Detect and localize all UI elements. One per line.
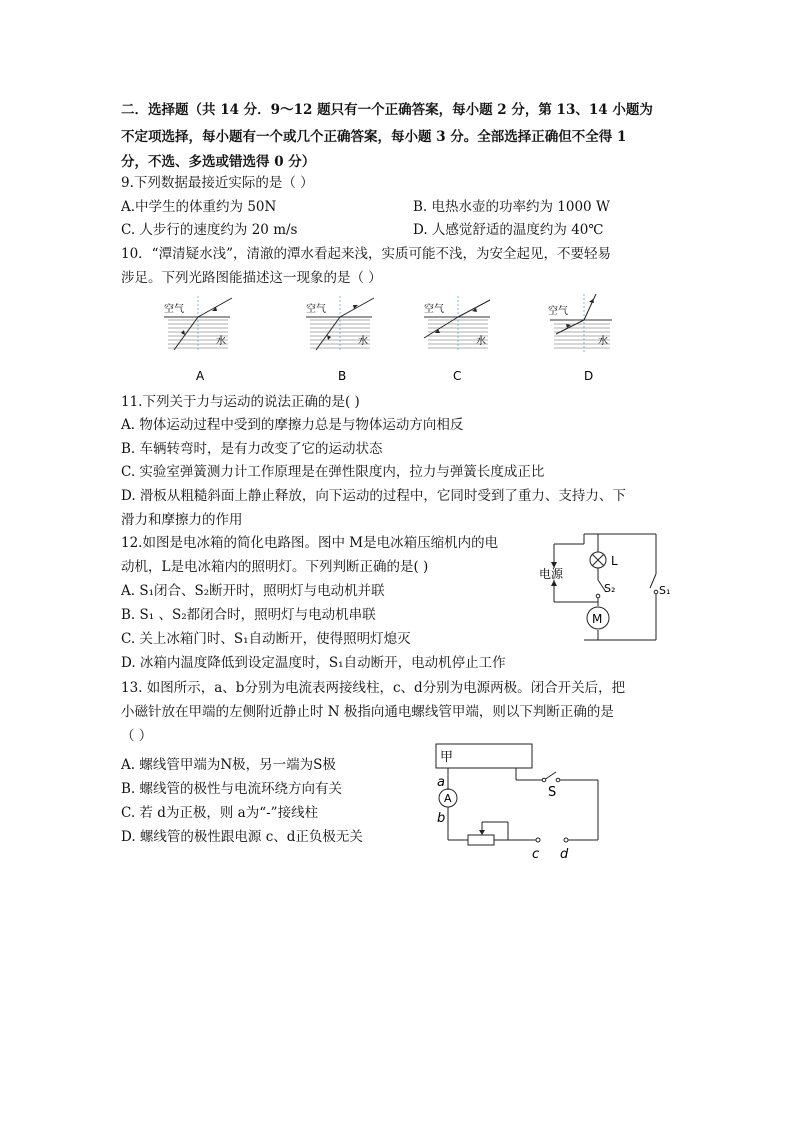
q11-option-c: C. 实验室弹簧测力计工作原理是在弹性限度内，拉力与弹簧长度成正比 (121, 464, 545, 480)
q10-water-label-b: 水 (358, 336, 368, 347)
q10-stem-line-1: 10．“潭清疑水浅”，清澈的潭水看起来浅，实质可能不浅，为安全起见，不要轻易 (121, 246, 611, 262)
q12-stem-line-1: 12.如图是电冰箱的简化电路图。图中 M是电冰箱压缩机内的电 (121, 535, 499, 551)
q9-stem: 9.下列数据最接近实际的是（ ） (121, 175, 314, 191)
q13-option-b: B. 螺线管的极性与电流环绕方向有关 (121, 781, 343, 797)
q10-water-label-d: 水 (598, 336, 608, 347)
q10-air-label-b: 空气 (306, 304, 326, 315)
q10-diagram-b (306, 296, 374, 383)
q13-stem-line-3: （ ） (121, 728, 153, 744)
q13-option-a: A. 螺线管甲端为N极，另一端为S极 (121, 757, 336, 773)
q10-light-path-diagrams (160, 290, 640, 382)
q11-option-a: A. 物体运动过程中受到的摩擦力总是与物体运动方向相反 (121, 417, 464, 433)
q13-stem-line-1: 13. 如图所示，a、b分别为电流表两接线柱，c、d分别为电源两极。闭合开关后，把 (121, 680, 626, 696)
q13-terminal-d: d (560, 847, 569, 862)
q10-air-label-c: 空气 (424, 304, 444, 315)
q12-s2-label: S₂ (604, 582, 616, 595)
q13-terminal-c: c (532, 847, 540, 862)
q10-diagram-c (424, 296, 490, 383)
q10-water-label-c: 水 (476, 336, 486, 347)
q12-option-c: C. 关上冰箱门时、S₁自动断开，使得照明灯熄灭 (121, 631, 411, 647)
q12-source-label: 电源 (539, 567, 564, 581)
section-header-line-3: 分，不选、多选或错选得 0 分） (121, 154, 316, 170)
q12-option-d: D. 冰箱内温度降低到设定温度时，S₁自动断开，电动机停止工作 (121, 655, 506, 671)
q12-motor-label: M (592, 612, 603, 626)
q10-option-label-c: C (453, 369, 462, 383)
section-header-line-1: 二．选择题（共 14 分．9～12 题只有一个正确答案，每小题 2 分，第 13、14 小题为 (121, 102, 653, 118)
q13-ammeter-label: A (444, 792, 452, 805)
q12-option-b: B. S₁ 、S₂都闭合时，照明灯与电动机串联 (121, 607, 376, 623)
q13-terminal-b: b (437, 811, 446, 826)
q10-diagram-d (548, 294, 612, 383)
q10-air-label-d: 空气 (548, 306, 568, 317)
q12-stem-line-2: 动机，L是电冰箱内的照明灯。下列判断正确的是( ) (121, 559, 429, 575)
q12-s1-label: S₁ (659, 584, 671, 597)
q10-option-label-d: D (584, 369, 594, 383)
q11-option-d-line-1: D. 滑板从粗糙斜面上静止释放，向下运动的过程中，它同时受到了重力、支持力、下 (121, 488, 626, 504)
q10-water-label-a: 水 (216, 336, 226, 347)
q13-stem-line-2: 小磁针放在甲端的左侧附近静止时 N 极指向通电螺线管甲端，则以下判断正确的是 (121, 704, 614, 720)
q11-stem: 11.下列关于力与运动的说法正确的是( ) (121, 394, 360, 410)
q13-switch-label: S (548, 785, 557, 800)
q11-option-b: B. 车辆转弯时，是有力改变了它的运动状态 (121, 441, 383, 457)
q13-option-c: C. 若 d为正极，则 a为“-”接线柱 (121, 805, 319, 821)
q13-jia-label: 甲 (440, 750, 454, 765)
q12-lamp-label: L (611, 554, 618, 568)
q9-option-b: B. 电热水壶的功率约为 1000 W (413, 199, 610, 215)
q9-option-d: D. 人感觉舒适的温度约为 40℃ (413, 222, 604, 238)
q11-option-d-line-2: 滑力和摩擦力的作用 (121, 512, 243, 528)
q10-diagram-a (164, 296, 232, 383)
q10-stem-line-2: 涉足。下列光路图能描述这一现象的是（ ） (121, 270, 382, 286)
q9-option-a: A.中学生的体重约为 50N (121, 199, 277, 215)
q10-option-label-a: A (196, 369, 205, 383)
q13-solenoid-circuit (430, 738, 606, 866)
q10-option-label-b: B (338, 369, 347, 383)
q10-air-label-a: 空气 (164, 304, 184, 315)
q13-option-d: D. 螺线管的极性跟电源 c、d正负极无关 (121, 829, 363, 845)
q12-option-a: A. S₁闭合、S₂断开时，照明灯与电动机并联 (121, 583, 385, 599)
q13-terminal-a: a (437, 775, 445, 790)
q9-option-c: C. 人步行的速度约为 20 m/s (121, 222, 298, 238)
q12-fridge-circuit (536, 528, 671, 646)
section-header-line-2: 不定项选择，每小题有一个或几个正确答案，每小题 3 分。全部选择正确但不全得 1 (121, 129, 627, 145)
